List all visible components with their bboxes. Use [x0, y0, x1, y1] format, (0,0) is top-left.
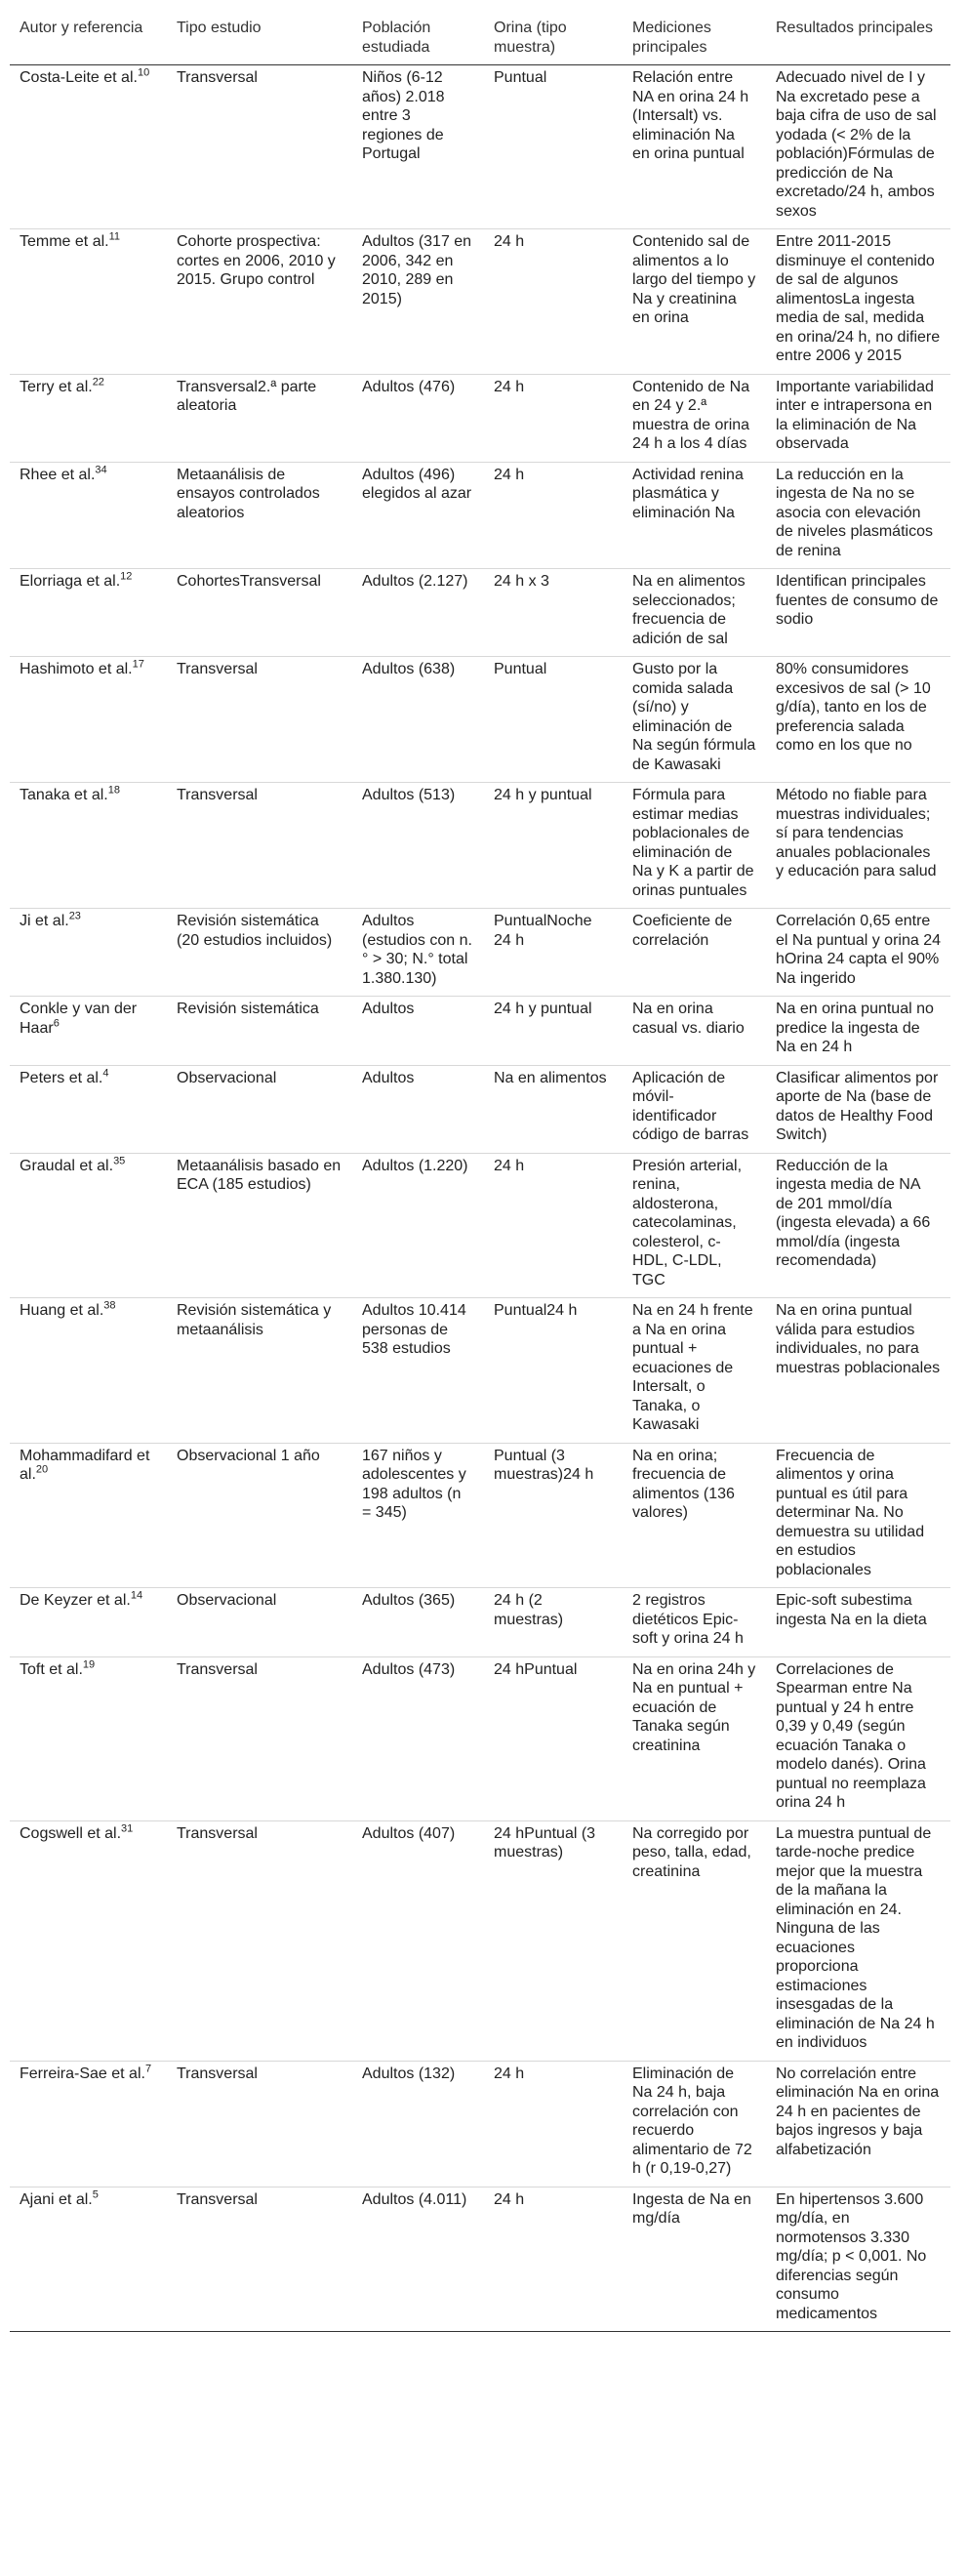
cell-results: Correlaciones de Spearman entre Na puntual y 24 h entre 0,39 y 0,49 (según ecuación Tanaka o modelo danés). Orina puntual no reemplaza orina 24 h [766, 1656, 950, 1820]
cell-results: Epic-soft subestima ingesta Na en la dieta [766, 1588, 950, 1657]
cell-author [10, 1656, 167, 1820]
cell-urine-sample: 24 h [484, 462, 623, 569]
cell-author [10, 65, 167, 229]
author-name: Hashimoto et al. [20, 661, 133, 677]
cell-author [10, 2187, 167, 2332]
cell-population: Niños (6-12 años) 2.018 entre 3 regiones de Portugal [352, 65, 484, 229]
author-name: Rhee et al. [20, 466, 96, 483]
cell-author [10, 1065, 167, 1153]
header-urine-sample: Orina (tipo muestra) [484, 16, 623, 65]
cell-results: En hipertensos 3.600 mg/día, en normotensos 3.330 mg/día; p < 0,001. No diferencias según consumo medicamentos [766, 2187, 950, 2332]
reference-number: 35 [113, 1155, 126, 1167]
reference-number: 6 [53, 1017, 60, 1030]
cell-urine-sample: 24 h [484, 1153, 623, 1298]
cell-urine-sample: 24 h (2 muestras) [484, 1588, 623, 1657]
cell-population: Adultos (4.011) [352, 2187, 484, 2332]
cell-measurements: Na en orina 24h y Na en puntual + ecuación de Tanaka según creatinina [623, 1656, 766, 1820]
cell-measurements: Gusto por la comida salada (sí/no) y eliminación de Na según fórmula de Kawasaki [623, 657, 766, 783]
reference-number: 17 [132, 658, 144, 671]
cell-results: Clasificar alimentos por aporte de Na (base de datos de Healthy Food Switch) [766, 1065, 950, 1153]
cell-urine-sample: 24 h y puntual [484, 997, 623, 1066]
cell-results: Entre 2011-2015 disminuye el contenido de sal de algunos alimentosLa ingesta media de sal, medida en orina/24 h, no difiere entre 2006 y 2015 [766, 229, 950, 375]
cell-population: Adultos (132) [352, 2061, 484, 2187]
cell-urine-sample: 24 h [484, 229, 623, 375]
cell-urine-sample: 24 h [484, 2061, 623, 2187]
cell-urine-sample: Puntual24 h [484, 1298, 623, 1444]
reference-number: 22 [92, 376, 104, 388]
cell-study-type: Transversal [167, 65, 352, 229]
reference-number: 23 [68, 910, 81, 922]
cell-results: Na en orina puntual válida para estudios individuales, no para muestras poblacionales [766, 1298, 950, 1444]
cell-population: Adultos (estudios con n.° > 30; N.° total 1.380.130) [352, 909, 484, 997]
cell-population: Adultos [352, 997, 484, 1066]
cell-author [10, 2061, 167, 2187]
table-row [10, 569, 950, 657]
cell-author [10, 229, 167, 375]
cell-study-type: Revisión sistemática y metaanálisis [167, 1298, 352, 1444]
table-row [10, 1443, 950, 1588]
cell-population: Adultos [352, 1065, 484, 1153]
cell-population: Adultos (1.220) [352, 1153, 484, 1298]
table-row [10, 1656, 950, 1820]
cell-urine-sample: 24 h [484, 374, 623, 462]
table-row [10, 1065, 950, 1153]
cell-study-type: Metaanálisis de ensayos controlados aleatorios [167, 462, 352, 569]
cell-population: Adultos (365) [352, 1588, 484, 1657]
cell-measurements: Ingesta de Na en mg/día [623, 2187, 766, 2332]
cell-author [10, 374, 167, 462]
header-measurements: Mediciones principales [623, 16, 766, 65]
author-name: Toft et al. [20, 1660, 83, 1678]
cell-population: Adultos (407) [352, 1820, 484, 2061]
cell-author [10, 1443, 167, 1588]
cell-study-type: Transversal [167, 783, 352, 909]
table-row [10, 1298, 950, 1444]
author-name: Cogswell et al. [20, 1824, 122, 1842]
cell-results: Adecuado nivel de I y Na excretado pese a baja cifra de uso de sal yodada (< 2% de la población)Fórmulas de predicción de Na excretado/24 h, ambos sexos [766, 65, 950, 229]
cell-population: Adultos 10.414 personas de 538 estudios [352, 1298, 484, 1444]
cell-urine-sample: 24 hPuntual [484, 1656, 623, 1820]
cell-population: Adultos (476) [352, 374, 484, 462]
cell-measurements: Contenido de Na en 24 y 2.ª muestra de orina 24 h a los 4 días [623, 374, 766, 462]
table-row [10, 1588, 950, 1657]
reference-number: 12 [120, 570, 133, 583]
table-row [10, 783, 950, 909]
header-author: Autor y referencia [10, 16, 167, 65]
cell-study-type: Metaanálisis basado en ECA (185 estudios) [167, 1153, 352, 1298]
cell-author [10, 997, 167, 1066]
cell-study-type: Observacional [167, 1065, 352, 1153]
cell-study-type: Transversal [167, 1820, 352, 2061]
reference-number: 34 [95, 464, 107, 476]
cell-measurements: Eliminación de Na 24 h, baja correlación con recuerdo alimentario de 72 h (r 0,19-0,27) [623, 2061, 766, 2187]
cell-author [10, 657, 167, 783]
cell-study-type: Revisión sistemática (20 estudios incluidos) [167, 909, 352, 997]
cell-results: La reducción en la ingesta de Na no se asocia con elevación de niveles plasmáticos de renina [766, 462, 950, 569]
cell-author [10, 909, 167, 997]
table-row [10, 997, 950, 1066]
cell-measurements: Na corregido por peso, talla, edad, creatinina [623, 1820, 766, 2061]
cell-study-type: Transversal [167, 2061, 352, 2187]
cell-urine-sample: 24 h x 3 [484, 569, 623, 657]
cell-measurements: 2 registros dietéticos Epic-soft y orina 24 h [623, 1588, 766, 1657]
cell-results: Na en orina puntual no predice la ingesta de Na en 24 h [766, 997, 950, 1066]
author-name: Ajani et al. [20, 2190, 93, 2208]
cell-measurements: Coeficiente de correlación [623, 909, 766, 997]
author-name: Tanaka et al. [20, 787, 108, 803]
cell-measurements: Na en orina casual vs. diario [623, 997, 766, 1066]
reference-number: 20 [35, 1463, 49, 1476]
table-row [10, 229, 950, 375]
cell-study-type: Revisión sistemática [167, 997, 352, 1066]
author-name: Ferreira-Sae et al. [20, 2065, 145, 2082]
table-row [10, 65, 950, 229]
cell-measurements: Actividad renina plasmática y eliminación Na [623, 462, 766, 569]
cell-results: Método no fiable para muestras individuales; sí para tendencias anuales poblacionales y educación para salud [766, 783, 950, 909]
cell-population: 167 niños y adolescentes y 198 adultos (n = 345) [352, 1443, 484, 1588]
cell-author [10, 462, 167, 569]
cell-population: Adultos (496) elegidos al azar [352, 462, 484, 569]
cell-results: Importante variabilidad inter e intrapersona en la eliminación de Na observada [766, 374, 950, 462]
header-population: Población estudiada [352, 16, 484, 65]
cell-urine-sample: PuntualNoche 24 h [484, 909, 623, 997]
cell-measurements: Contenido sal de alimentos a lo largo del tiempo y Na y creatinina en orina [623, 229, 766, 375]
table-row [10, 1820, 950, 2061]
cell-urine-sample: 24 h [484, 2187, 623, 2332]
cell-results: La muestra puntual de tarde-noche predice mejor que la muestra de la mañana la eliminación en 24. Ninguna de las ecuaciones proporciona estimaciones insesgadas de la eliminación de Na 24 h en individuos [766, 1820, 950, 2061]
cell-author [10, 783, 167, 909]
table-header-row [10, 16, 950, 65]
header-results: Resultados principales [766, 16, 950, 65]
reference-number: 4 [102, 1067, 109, 1080]
cell-author [10, 1588, 167, 1657]
cell-results: Frecuencia de alimentos y orina puntual es útil para determinar Na. No demuestra su utilidad en estudios poblacionales [766, 1443, 950, 1588]
cell-study-type: Transversal [167, 657, 352, 783]
author-name: Terry et al. [20, 378, 93, 395]
cell-measurements: Fórmula para estimar medias poblacionales de eliminación de Na y K a partir de orinas puntuales [623, 783, 766, 909]
cell-urine-sample: Puntual [484, 65, 623, 229]
cell-measurements: Presión arterial, renina, aldosterona, catecolaminas, colesterol, c-HDL, C-LDL, TGC [623, 1153, 766, 1298]
reference-number: 11 [108, 230, 121, 243]
cell-study-type: Transversal2.ª parte aleatoria [167, 374, 352, 462]
cell-study-type: Cohorte prospectiva: cortes en 2006, 2010 y 2015. Grupo control [167, 229, 352, 375]
author-name: Costa-Leite et al. [20, 69, 138, 86]
cell-results: Correlación 0,65 entre el Na puntual y orina 24 hOrina 24 capta el 90% Na ingerido [766, 909, 950, 997]
cell-population: Adultos (513) [352, 783, 484, 909]
reference-number: 31 [121, 1822, 134, 1835]
table-row [10, 2061, 950, 2187]
cell-measurements: Relación entre NA en orina 24 h (Intersalt) vs. eliminación Na en orina puntual [623, 65, 766, 229]
cell-results: No correlación entre eliminación Na en orina 24 h en pacientes de bajos ingresos y baja alfabetización [766, 2061, 950, 2187]
cell-study-type: CohortesTransversal [167, 569, 352, 657]
author-name: Elorriaga et al. [20, 573, 121, 590]
reference-number: 14 [130, 1589, 143, 1602]
reference-number: 18 [107, 784, 120, 797]
table-row [10, 462, 950, 569]
author-name: Ji et al. [20, 913, 69, 929]
cell-population: Adultos (638) [352, 657, 484, 783]
cell-urine-sample: 24 h y puntual [484, 783, 623, 909]
table-row [10, 1153, 950, 1298]
reference-number: 7 [144, 2063, 152, 2075]
cell-population: Adultos (2.127) [352, 569, 484, 657]
cell-author [10, 1153, 167, 1298]
studies-table [10, 16, 950, 2332]
author-name: Huang et al. [20, 1302, 104, 1319]
author-name: Peters et al. [20, 1069, 103, 1086]
cell-author [10, 569, 167, 657]
table-row [10, 2187, 950, 2332]
author-name: Conkle y van der Haar [20, 1001, 138, 1037]
cell-urine-sample: Puntual [484, 657, 623, 783]
cell-measurements: Na en orina; frecuencia de alimentos (136 valores) [623, 1443, 766, 1588]
reference-number: 10 [137, 66, 150, 79]
header-study-type: Tipo estudio [167, 16, 352, 65]
author-name: De Keyzer et al. [20, 1592, 131, 1609]
cell-author [10, 1820, 167, 2061]
cell-urine-sample: Na en alimentos [484, 1065, 623, 1153]
table-row [10, 657, 950, 783]
cell-results: Reducción de la ingesta media de NA de 201 mmol/día (ingesta elevada) a 66 mmol/día (ingesta recomendada) [766, 1153, 950, 1298]
author-name: Graudal et al. [20, 1157, 114, 1174]
author-name: Mohammadifard et al. [20, 1447, 150, 1483]
cell-measurements: Aplicación de móvil-identificador código de barras [623, 1065, 766, 1153]
cell-study-type: Observacional 1 año [167, 1443, 352, 1588]
cell-author [10, 1298, 167, 1444]
cell-results: 80% consumidores excesivos de sal (> 10 g/día), tanto en los de preferencia salada como en los que no [766, 657, 950, 783]
cell-population: Adultos (317 en 2006, 342 en 2010, 289 en 2015) [352, 229, 484, 375]
author-name: Temme et al. [20, 233, 109, 250]
cell-study-type: Transversal [167, 2187, 352, 2332]
reference-number: 19 [82, 1658, 96, 1671]
table-row [10, 909, 950, 997]
table-row [10, 374, 950, 462]
cell-measurements: Na en alimentos seleccionados; frecuencia de adición de sal [623, 569, 766, 657]
reference-number: 5 [92, 2188, 99, 2201]
cell-urine-sample: Puntual (3 muestras)24 h [484, 1443, 623, 1588]
cell-study-type: Transversal [167, 1656, 352, 1820]
cell-urine-sample: 24 hPuntual (3 muestras) [484, 1820, 623, 2061]
cell-population: Adultos (473) [352, 1656, 484, 1820]
reference-number: 38 [103, 1299, 116, 1312]
cell-measurements: Na en 24 h frente a Na en orina puntual + ecuaciones de Intersalt, o Tanaka, o Kawasaki [623, 1298, 766, 1444]
cell-results: Identifican principales fuentes de consumo de sodio [766, 569, 950, 657]
cell-study-type: Observacional [167, 1588, 352, 1657]
